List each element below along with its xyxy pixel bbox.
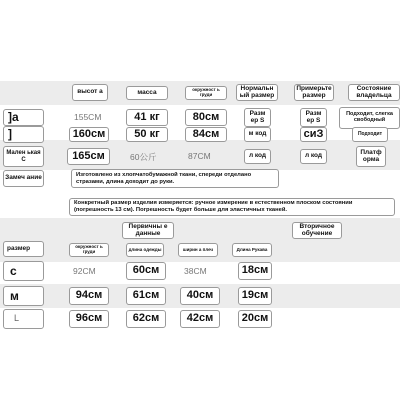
t1-remark-text: Изготовлено из хлопчатобумажной ткани, спереди отделано стразами, длина доходит до руки. [71, 169, 279, 188]
t2-row1-label: с [3, 261, 44, 281]
t2-row3-sleeve: 20см [238, 310, 272, 328]
t1-row2-label: ] [3, 126, 44, 143]
t2-row1-chest: 92CM [73, 266, 96, 276]
t1-row3-normal-size: л код [244, 149, 271, 164]
t1-remark-label: Замеч ание [3, 170, 44, 187]
t1-header-height: высот а [72, 84, 108, 101]
t2-group-primary: Первичны е данные [122, 222, 174, 239]
t1-row1-normal-size: Разм ер S [244, 108, 271, 127]
t1-row2-height: 160см [69, 127, 109, 142]
t2-row1-length: 60см [126, 262, 166, 280]
t2-row2-length: 61см [126, 287, 166, 305]
t1-row1-height: 155CM [74, 112, 102, 122]
t1-row3-label: Мален ькая С [3, 146, 44, 167]
t1-row2-try-size: сиЗ [300, 127, 327, 142]
t1-header-chest: окружност ь груди [185, 86, 227, 100]
t2-header-length: длина одежды [126, 243, 164, 257]
t1-header-weight: масса [126, 86, 168, 100]
t1-row3-height: 165см [67, 148, 110, 165]
t1-row1-chest: 80см [185, 109, 227, 126]
t1-row1-label: ]a [3, 109, 44, 126]
t2-row3-length: 62см [126, 310, 166, 328]
t2-header-sleeve: Длина Рукава [232, 243, 272, 257]
t2-row2-chest: 94см [69, 287, 109, 305]
t2-group-secondary: Вторичное обучение [292, 222, 342, 239]
t1-header-try-size: Примерьте размер [294, 84, 334, 101]
t1-row1-owner-state: Подходит, слегка свободный [339, 107, 400, 129]
t2-header-shoulder: ширин а плеч [178, 243, 218, 257]
t2-row1-sleeve: 18см [238, 262, 272, 280]
t1-row1-weight: 41 кг [126, 109, 168, 126]
t2-header-chest: окружност ь груди [69, 243, 109, 257]
t2-row2-label: м [3, 286, 44, 306]
t1-row1-try-size: Разм ер S [300, 108, 327, 127]
t2-measurement-note: Конкретный размер изделия измеряется: ручное измерение в естественном плоском состоянии (погрешность 13 см). Погрешность будет больше для эластичных тканей. [69, 198, 395, 216]
t1-row2-normal-size: м код [244, 127, 271, 142]
t1-row2-owner-state: Подходит [352, 127, 388, 142]
t1-header-normal-size: Нормальн ый размер [236, 84, 278, 101]
t1-row3-try-size: л код [300, 149, 327, 164]
t1-header-owner-state: Состояние владельца [348, 84, 400, 101]
t2-row3-shoulder: 42см [180, 310, 220, 328]
t2-row3-label: L [3, 309, 44, 329]
t1-row3-chest: 87CM [188, 151, 211, 161]
t2-header-size: размер [3, 241, 44, 257]
t1-row2-weight: 50 кг [126, 127, 168, 142]
t1-row3-weight: 60公斤 [130, 152, 157, 162]
t2-row1-shoulder: 38CM [184, 266, 207, 276]
t2-row2-sleeve: 19см [238, 287, 272, 305]
t1-row3-owner-state: Платф орма [356, 146, 386, 167]
t1-row2-chest: 84см [185, 127, 227, 142]
t2-row2-shoulder: 40см [180, 287, 220, 305]
t2-row3-chest: 96см [69, 310, 109, 328]
